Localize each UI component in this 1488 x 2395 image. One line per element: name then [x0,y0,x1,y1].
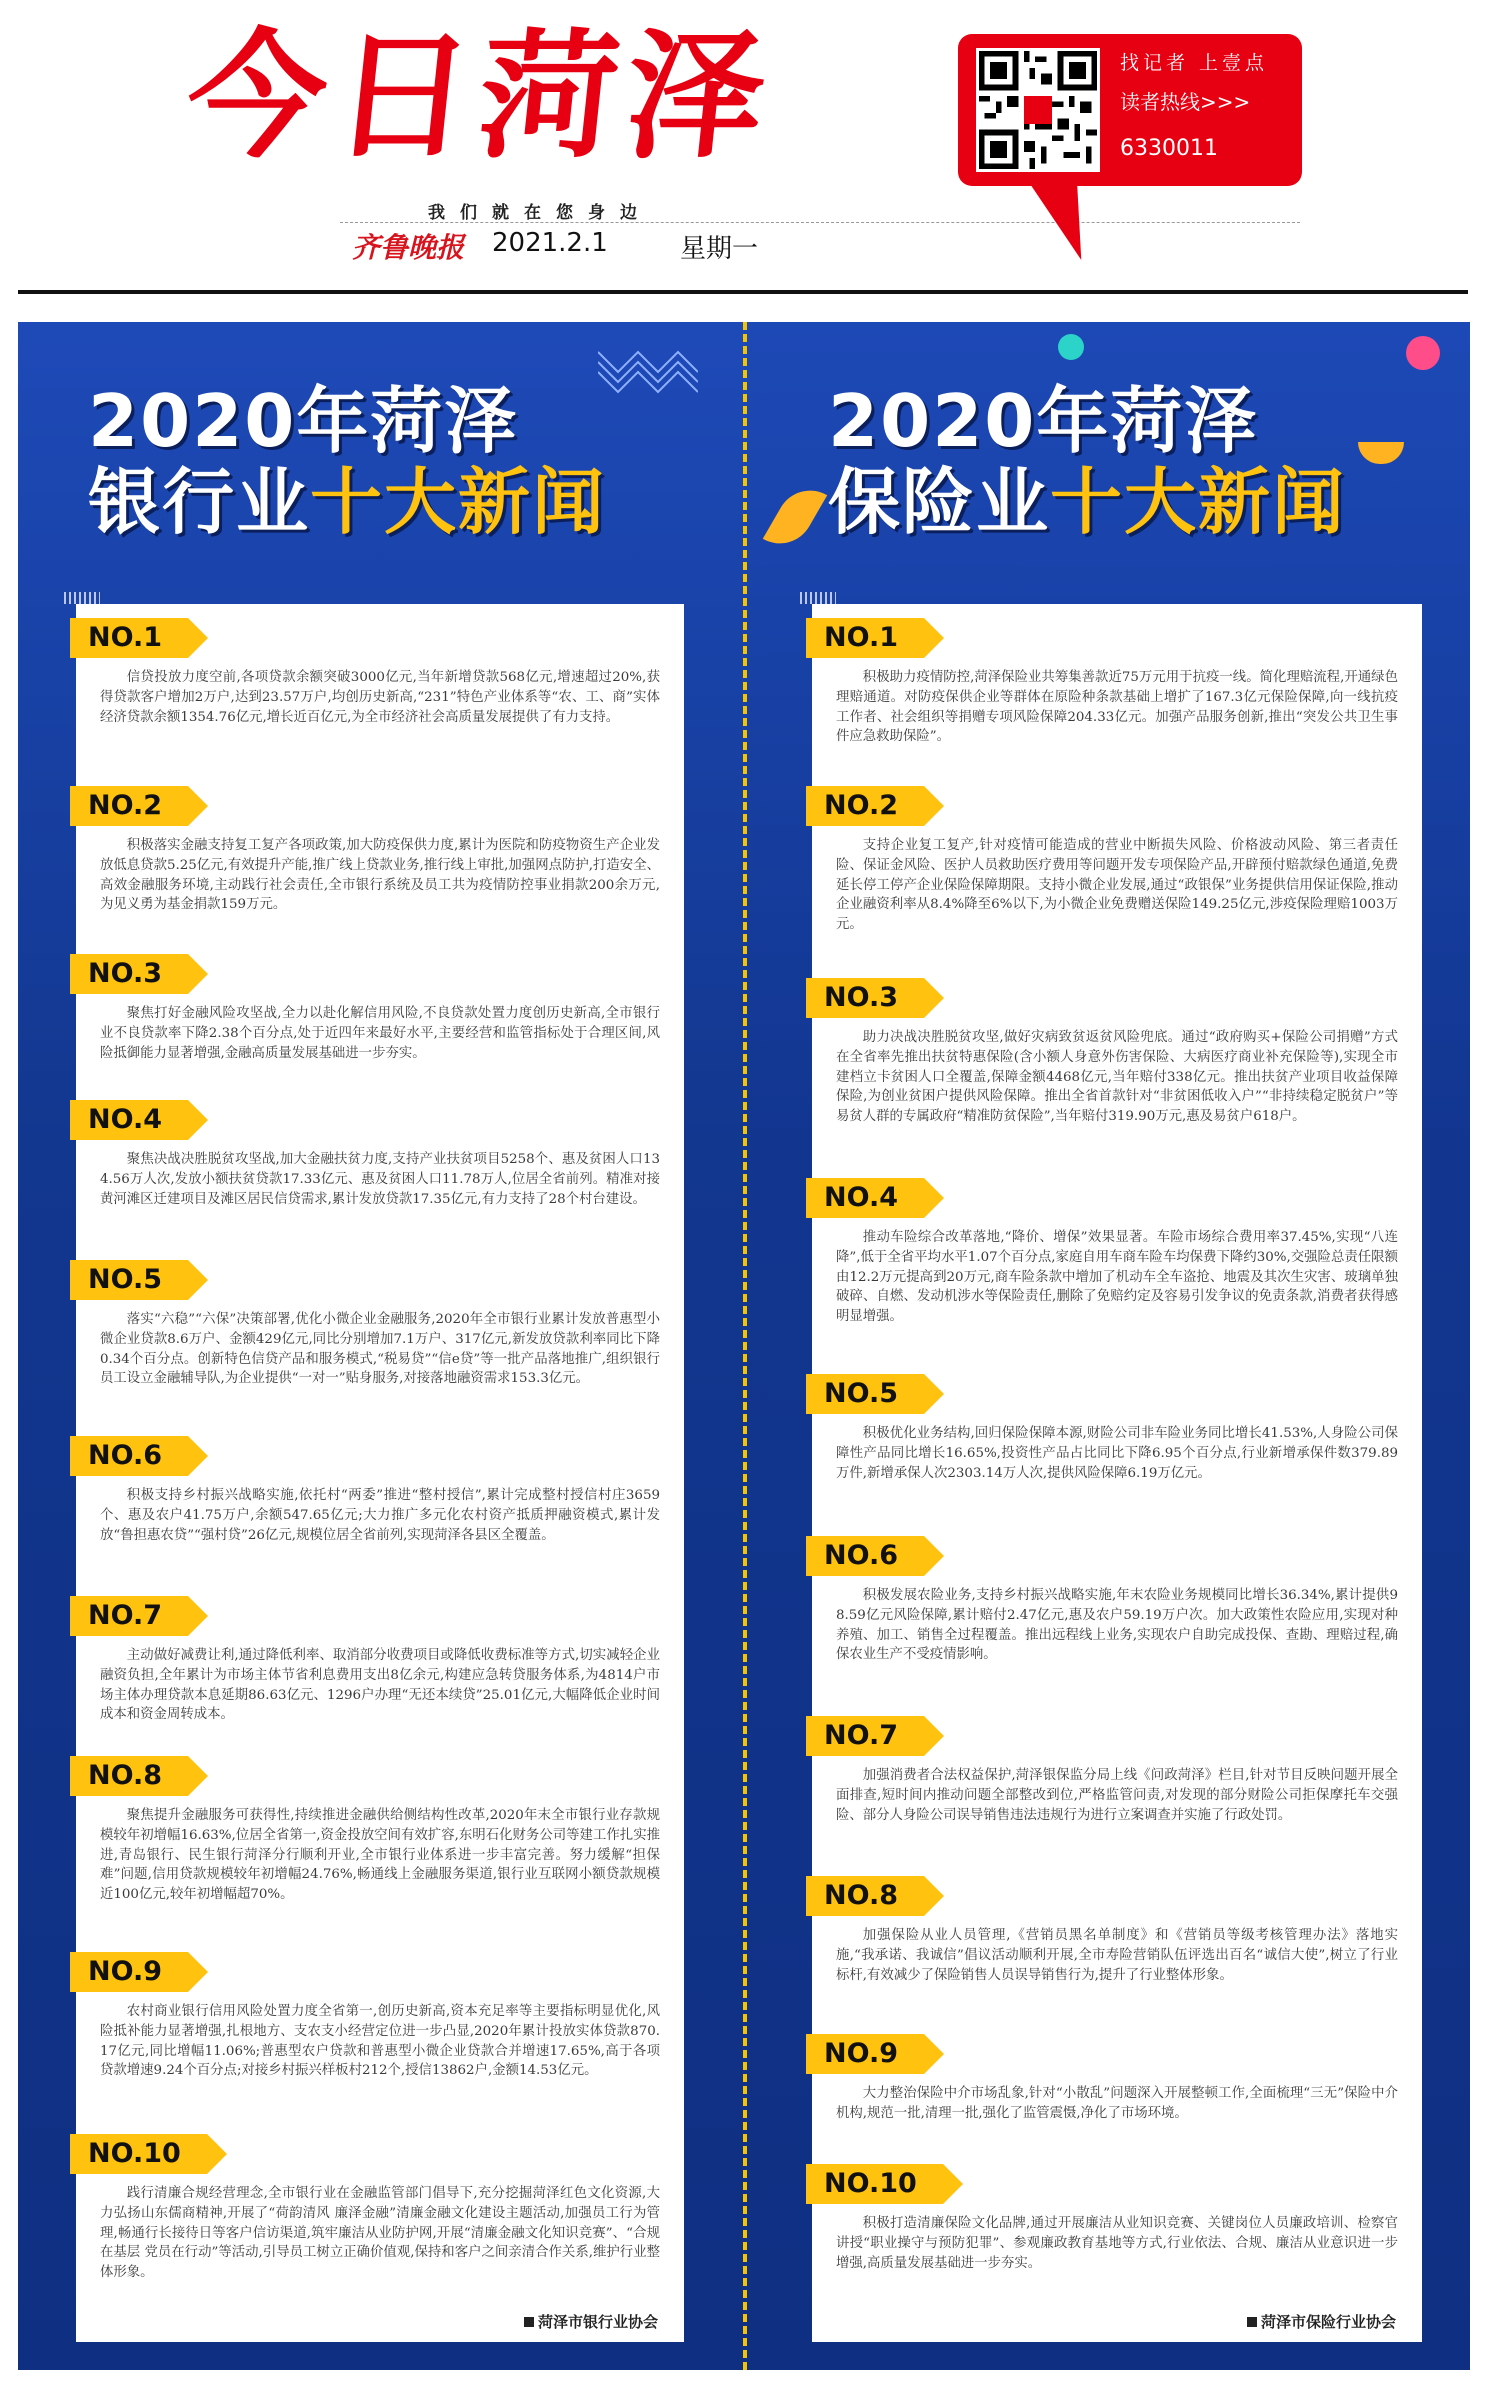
news-item [812,1178,1422,1327]
news-text: 聚焦决战决胜脱贫攻坚战,加大金融扶贫力度,支持产业扶贫项目5258个、惠及贫困人口134.56万人次,发放小额扶贫贷款17.33亿元、惠及贫困人口11.78万人,位居全省前列。精准对接黄河滩区迁建项目及滩区居民信贷需求,累计发放贷款17.35亿元,有力支持了28个村台建设。 [100,1152,660,1207]
banking-signature: 菏泽市银行业协会 [524,2311,658,2332]
insurance-signature: 菏泽市保险行业协会 [1247,2311,1396,2332]
insurance-title-year: 2020年菏泽 [828,379,1259,463]
news-text: 支持企业复工复产,针对疫情可能造成的营业中断损失风险、价格波动风险、第三者责任险、保证金风险、医护人员救助医疗费用等问题开发专项保险产品,开辟预付赔款绿色通道,免费延长停工停产企业保险保障期限。支持小微企业发展,通过“政银保”业务提供信用保证保险,推动企业融资利率从8.4%降至6%以下,为小微企业免费赠送保险149.25亿元,涉疫保险理赔1003万元。 [836,838,1398,933]
news-text: 主动做好减费让利,通过降低利率、取消部分收费项目或降低收费标准等方式,切实减轻企业融资负担,全年累计为市场主体节省利息费用支出8亿余元,构建应急转贷服务体系,为4814户市场主体办理贷款本息延期86.63亿元、1296户办理“无还本续贷”25.01亿元,大幅降低企业时间成本和资金周转成本。 [100,1648,660,1723]
news-item [76,1756,684,1905]
news-item [76,1436,684,1545]
news-number-badge: NO.5 [806,1374,924,1414]
news-number-badge: NO.10 [70,2134,207,2174]
news-item [812,1374,1422,1483]
insurance-title-part1: 保险业 [828,460,1051,545]
banking-title-part2: 十大新闻 [310,460,607,545]
news-item [76,618,684,727]
qr-card [958,34,1302,186]
news-text: 落实“六稳”“六保”决策部署,优化小微企业金融服务,2020年全市银行业累计发放普惠型小微企业贷款8.6万户、金额429亿元,同比分别增加7.1万户、317亿元,新发放贷款利率同比下降0.34个百分点。创新特色信贷产品和服务模式,“税易贷”“信e贷”等一批产品落地推广,组织银行员工设立金融辅导队,为企业提供“一对一”贴身服务,对接落地融资需求153.3亿元。 [100,1312,660,1387]
news-number-badge: NO.4 [70,1100,188,1140]
news-text: 积极优化业务结构,回归保险保障本源,财险公司非车险业务同比增长41.53%,人身险公司保障性产品同比增长16.65%,投资性产品占比同比下降6.95个百分点,行业新增承保件数379.89万件,新增承保人次2303.14万人次,提供风险保障6.19万亿元。 [836,1426,1398,1481]
publication-date: 2021.2.1 [492,228,608,258]
news-text: 践行清廉合规经营理念,全市银行业在金融监管部门倡导下,充分挖掘菏泽红色文化资源,大力弘扬山东儒商精神,开展了“荷韵清风 廉泽金融”清廉金融文化建设主题活动,加强员工行为管理,畅通行长接待日等客户信访渠道,筑牢廉洁从业防护网,开展“清廉金融文化知识竞赛”、“合规在基层 党员在行动”等活动,引导员工树立正确价值观,保持和客户之间亲清合作关系,维护行业整体形象。 [100,2186,660,2281]
news-text: 助力决战决胜脱贫攻坚,做好灾病致贫返贫风险兜底。通过“政府购买+保险公司捐赠”方式在全省率先推出扶贫特惠保险(含小额人身意外伤害保险、大病医疗商业补充保险等),实现全市建档立卡贫困人口全覆盖,保障金额4468亿元,当年赔付338亿元。推出扶贫产业项目收益保障保险,为创业贫困户提供风险保障。推出全省首款针对“非贫困低收入户”“非持续稳定脱贫户”等易贫人群的专属政府“精准防贫保险”,当年赔付319.90万元,惠及易贫户618户。 [836,1030,1398,1125]
news-text: 聚焦提升金融服务可获得性,持续推进金融供给侧结构性改革,2020年末全市银行业存款规模较年初增幅16.63%,位居全省第一,资金投放空间有效扩容,东明石化财务公司等建工作扎实推进,青岛银行、民生银行菏泽分行顺利开业,全市银行业体系进一步丰富完善。努力缓解“担保难”问题,信用贷款规模较年初增幅24.76%,畅通线上金融服务渠道,银行业互联网小额贷款规模近100亿元,较年初增幅超70%。 [100,1808,660,1903]
masthead-dashed-rule [340,222,1300,223]
qr-code-icon[interactable] [976,48,1100,172]
qr-card-tail [1025,176,1108,260]
news-text: 信贷投放力度空前,各项贷款余额突破3000亿元,当年新增贷款568亿元,增速超过20%,获得贷款客户增加2万户,达到23.57万户,均创历史新高,“231”特色产业体系等“农、工、商”实体经济贷款余额1354.76亿元,增长近百亿元,为全市经济社会高质量发展提供了有力支持。 [100,670,660,725]
insurance-news-panel [812,604,1422,2342]
banking-title-part1: 银行业 [88,460,311,545]
banking-news-panel [76,604,684,2342]
news-item [812,1876,1422,1985]
news-number-badge: NO.9 [806,2034,924,2074]
news-text: 农村商业银行信用风险处置力度全省第一,创历史新高,资本充足率等主要指标明显优化,风险抵补能力显著增强,扎根地方、支农支小经营定位进一步凸显,2020年累计投放实体贷款870.17亿元,同比增幅11.06%;普惠型农户贷款和普惠型小微企业贷款合并增速17.65%,高于各项贷款增速9.24个百分点;对接乡村振兴样板村212个,授信13862户,金额14.53亿元。 [100,2004,660,2079]
insurance-title-part2: 十大新闻 [1050,460,1347,545]
banking-heading [88,379,708,545]
publication-weekday: 星期一 [680,234,759,264]
news-item [76,1596,684,1725]
news-item [812,1716,1422,1825]
news-number-badge: NO.4 [806,1178,924,1218]
news-number-badge: NO.3 [70,954,188,994]
news-item [76,1100,684,1209]
news-text: 积极支持乡村振兴战略实施,依托村“两委”推进“整村授信”,累计完成整村授信村庄3659个、惠及农户41.75万户,余额547.65亿元;大力推广多元化农村资产抵质押融资模式,累计发放“鲁担惠农贷”“强村贷”26亿元,规模位居全省前列,实现菏泽各县区全覆盖。 [100,1488,660,1543]
news-text: 聚焦打好金融风险攻坚战,全力以赴化解信用风险,不良贷款处置力度创历史新高,全市银行业不良贷款率下降2.38个百分点,处于近四年来最好水平,主要经营和监管指标处于合理区间,风险抵御能力显著增强,金融高质量发展基础进一步夯实。 [100,1006,660,1061]
newspaper-logo: 今日菏泽 [179,16,781,177]
insurance-title [828,461,1448,544]
news-item [76,954,684,1063]
news-item [76,1260,684,1389]
insurance-heading [828,379,1448,545]
news-text: 积极发展农险业务,支持乡村振兴战略实施,年末农险业务规模同比增长36.34%,累计提供98.59亿元风险保障,累计赔付2.47亿元,惠及农户59.19万户次。加大政策性农险应用,实现对种养殖、加工、销售全过程覆盖。推出远程线上业务,实现农户自助完成投保、查勘、理赔过程,确保农业生产不受疫情影响。 [836,1588,1398,1663]
feature-poster [18,322,1470,2370]
news-text: 积极打造清廉保险文化品牌,通过开展廉洁从业知识竞赛、关键岗位人员廉政培训、检察官讲授“职业操守与预防犯罪”、参观廉政教育基地等方式,行业依法、合规、廉洁从业意识进一步增强,高质量发展基础进一步夯实。 [836,2216,1398,2271]
masthead [0,0,1488,300]
paper-brand-logo: 齐鲁晚报 [352,231,465,264]
news-number-badge: NO.6 [806,1536,924,1576]
news-number-badge: NO.6 [70,1436,188,1476]
news-item [812,2164,1422,2273]
news-number-badge: NO.7 [806,1716,924,1756]
news-number-badge: NO.7 [70,1596,188,1636]
banking-column [18,322,730,2370]
news-number-badge: NO.8 [70,1756,188,1796]
news-text: 加强保险从业人员管理,《营销员黑名单制度》和《营销员等级考核管理办法》落地实施,“我承诺、我诚信”倡议活动顺利开展,全市寿险营销队伍评选出百名“诚信大使”,树立了行业标杆,有效减少了保险销售人员误导销售行为,提升了行业整体形象。 [836,1928,1398,1983]
insurance-column [758,322,1470,2370]
news-item [76,1952,684,2081]
qr-card-line1: 找记者 上壹点 [1120,52,1269,74]
news-number-badge: NO.2 [806,786,924,826]
center-dashed-divider [743,322,747,2370]
news-number-badge: NO.3 [806,978,924,1018]
news-number-badge: NO.1 [806,618,924,658]
news-number-badge: NO.1 [70,618,188,658]
masthead-rule [18,290,1468,294]
news-item [812,2034,1422,2124]
news-number-badge: NO.9 [70,1952,188,1992]
slogan: 我们就在您身边 [428,203,652,223]
news-item [76,2134,684,2283]
news-number-badge: NO.10 [806,2164,943,2204]
news-text: 大力整治保险中介市场乱象,针对“小散乱”问题深入开展整顿工作,全面梳理“三无”保险中介机构,规范一批,清理一批,强化了监管震慑,净化了市场环境。 [836,2086,1398,2121]
news-item [76,786,684,915]
banking-title [88,461,708,544]
news-item [812,978,1422,1127]
news-number-badge: NO.2 [70,786,188,826]
reader-hotline-number: 6330011 [1120,136,1218,161]
banking-title-year: 2020年菏泽 [88,379,519,463]
news-text: 推动车险综合改革落地,“降价、增保”效果显著。车险市场综合费用率37.45%,实现“八连降”,低于全省平均水平1.07个百分点,家庭自用车商车险车均保费下降约30%,交强险总责任限额由12.2万元提高到20万元,商车险条款中增加了机动车全车盗抢、地震及其次生灾害、玻璃单独破碎、自燃、发动机涉水等保险责任,删除了免赔约定及容易引发争议的免责条款,消费者获得感明显增强。 [836,1230,1398,1325]
news-number-badge: NO.5 [70,1260,188,1300]
news-text: 加强消费者合法权益保护,菏泽银保监分局上线《问政菏泽》栏目,针对节目反映问题开展全面排查,短时间内推动问题全部整改到位,严格监管问责,对发现的部分财险公司拒保摩托车交强险、部分人身险公司误导销售违法违规行为进行立案调查并实施了行政处罚。 [836,1768,1398,1823]
news-item [812,1536,1422,1665]
news-text: 积极落实金融支持复工复产各项政策,加大防疫保供力度,累计为医院和防疫物资生产企业发放低息贷款5.25亿元,有效提升产能,推广线上贷款业务,推行线上审批,加强网点防护,打造安全、高效金融服务环境,主动践行社会责任,全市银行系统及员工共为疫情防控事业捐款200余万元,为见义勇为基金捐款159万元。 [100,838,660,913]
news-item [812,618,1422,747]
news-item [812,786,1422,935]
reader-hotline-label: 读者热线>>> [1120,90,1251,114]
news-number-badge: NO.8 [806,1876,924,1916]
news-text: 积极助力疫情防控,菏泽保险业共筹集善款近75万元用于抗疫一线。简化理赔流程,开通绿色理赔通道。对防疫保供企业等群体在原险种条款基础上增扩了167.3亿元保险保障,向一线抗疫工作者、社会组织等捐赠专项风险保障204.33亿元。加强产品服务创新,推出“突发公共卫生事件应急救助保险”。 [836,670,1398,745]
